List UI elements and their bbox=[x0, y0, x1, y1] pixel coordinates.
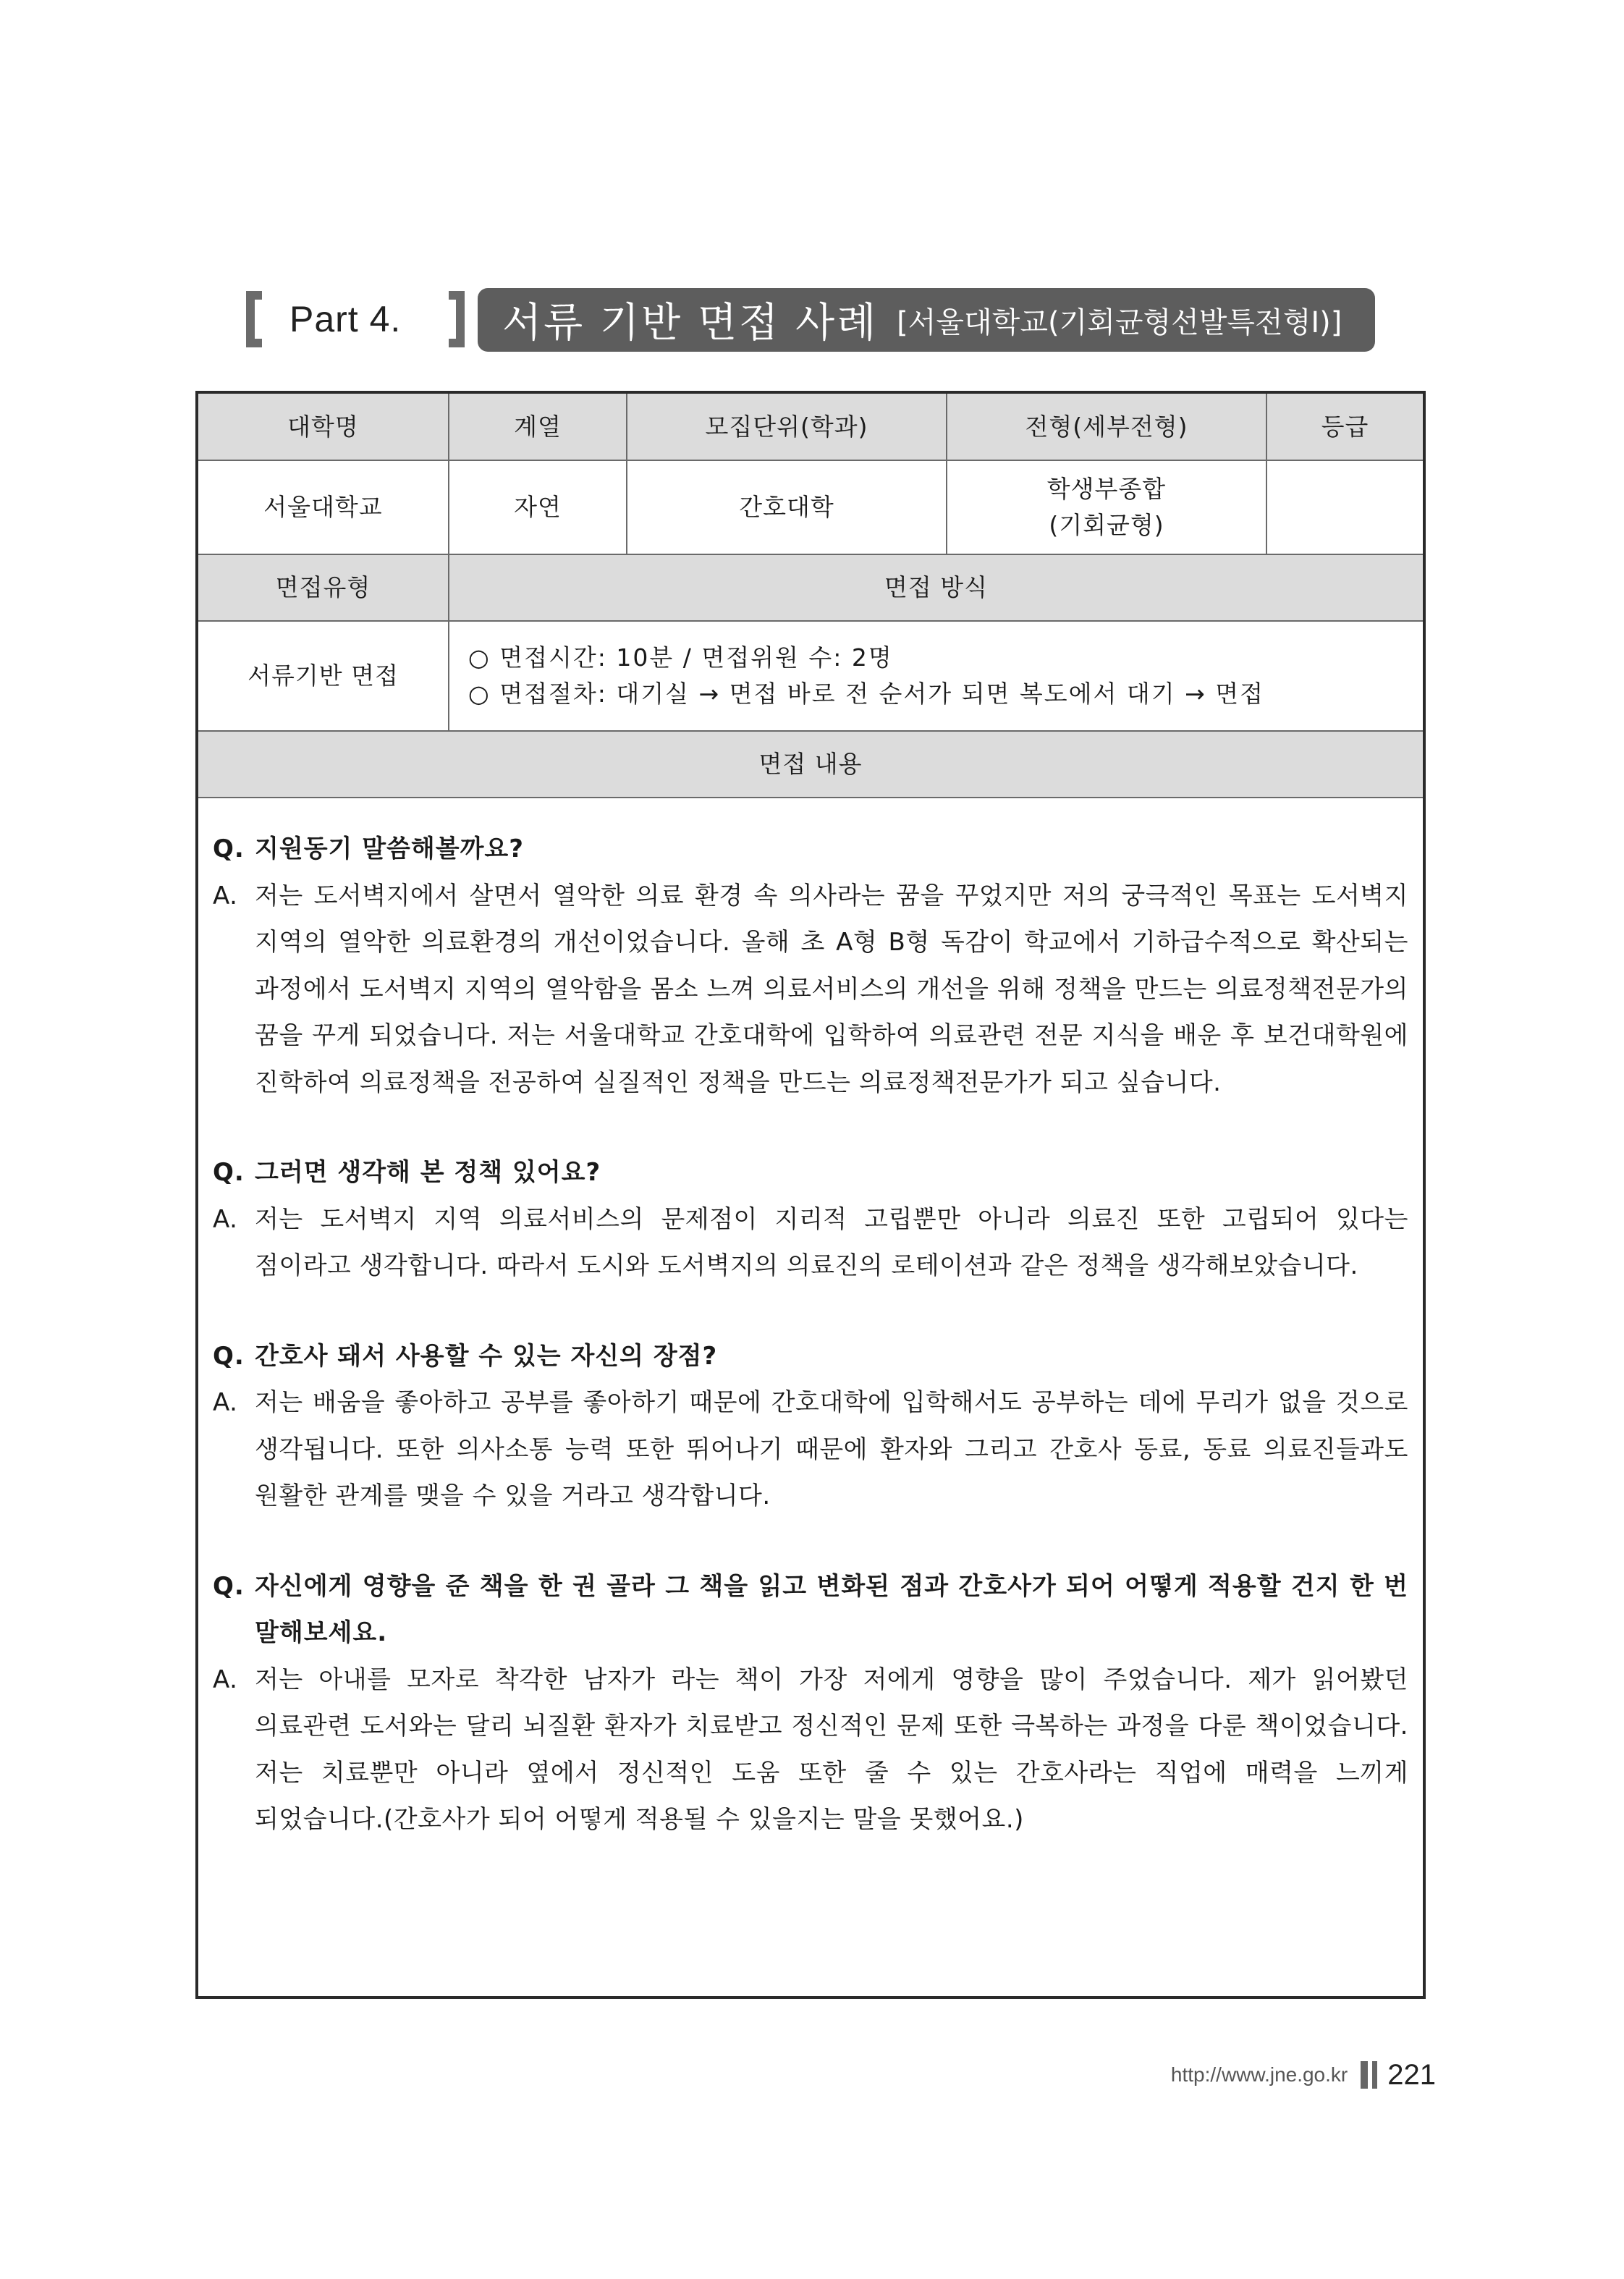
page-footer bbox=[1171, 2057, 1436, 2093]
header-interview-method: 면접 방식 bbox=[449, 554, 1423, 621]
question-text: 자신에게 영향을 준 책을 한 권 골라 그 책을 읽고 변화된 점과 간호사가 되어 어떻게 적용할 건지 한 번 말해보세요. bbox=[255, 1571, 1408, 1647]
footer-divider-icon bbox=[1361, 2061, 1377, 2089]
answer-text: 저는 도서벽지에서 살면서 열악한 의료 환경 속 의사라는 꿈을 꾸었지만 저의 궁극적인 목표는 도서벽지 지역의 열악한 의료환경의 개선이었습니다. 올해 초 A형 B형 독감이 학교에서 기하급수적으로 확산되는 과정에서 도서벽지 지역의 열악함을 몸소 느껴 의료서비스의 개선을 위해 정책을 만드는 의료정책전문가의 꿈을 꾸게 되었습니다. 저는 서울대학교 간호대학에 입학하여 의료관련 전문 지식을 배운 후 보건대학원에 진학하여 의료정책을 전공하여 실질적인 정책을 만드는 의료정책전문가가 되고 싶습니다. bbox=[255, 881, 1408, 1097]
interview-time: ○ 면접시간: 10분 / 면접위원 수: 2명 bbox=[468, 643, 893, 672]
cell-grade bbox=[1266, 460, 1423, 554]
question bbox=[213, 1149, 1408, 1196]
answer-text: 저는 배움을 좋아하고 공부를 좋아하기 때문에 간호대학에 입학해서도 공부하는 데에 무리가 없을 것으로 생각됩니다. 또한 의사소통 능력 또한 뛰어나기 때문에 환자와 그리고 간호사 동료, 동료 의료진들과도 원활한 관계를 맺을 수 있을 거라고 생각합니다. bbox=[255, 1388, 1408, 1510]
interview-frame bbox=[195, 391, 1426, 1999]
answer-text: 저는 도서벽지 지역 의료서비스의 문제점이 지리적 고립뿐만 아니라 의료진 또한 고립되어 있다는 점이라고 생각합니다. 따라서 도시와 도서벽지의 의료진의 로테이션과 같은 정책을 생각해보았습니다. bbox=[255, 1204, 1408, 1280]
question-text: 간호사 돼서 사용할 수 있는 자신의 장점? bbox=[255, 1341, 718, 1371]
cell-field: 자연 bbox=[449, 460, 627, 554]
right-bracket bbox=[449, 291, 465, 347]
q-marker: Q. bbox=[213, 1571, 245, 1601]
qa-item bbox=[213, 1149, 1408, 1290]
admission-line-2: (기회균형) bbox=[1049, 511, 1164, 539]
header-department: 모집단위(학과) bbox=[627, 394, 947, 460]
qa-item bbox=[213, 826, 1408, 1106]
page-number: 221 bbox=[1387, 2058, 1436, 2091]
admission-line-1: 학생부종합 bbox=[1046, 475, 1167, 503]
a-marker: A. bbox=[213, 1665, 238, 1694]
header-field: 계열 bbox=[449, 394, 627, 460]
page-header bbox=[246, 288, 1390, 353]
interview-procedure: ○ 면접절차: 대기실 → 면접 바로 전 순서가 되면 복도에서 대기 → 면접 bbox=[468, 680, 1265, 708]
part-label: Part 4. bbox=[289, 299, 402, 339]
question-text: 지원동기 말씀해볼까요? bbox=[255, 834, 524, 863]
q-marker: Q. bbox=[213, 1158, 245, 1187]
header-admission: 전형(세부전형) bbox=[947, 394, 1266, 460]
cell-interview-type: 서류기반 면접 bbox=[198, 621, 449, 731]
interview-content bbox=[198, 798, 1423, 1843]
a-marker: A. bbox=[213, 1204, 238, 1234]
section-title-banner bbox=[478, 288, 1375, 352]
question bbox=[213, 826, 1408, 873]
section-title: 서류 기반 면접 사례 bbox=[502, 300, 879, 347]
qa-item bbox=[213, 1333, 1408, 1520]
cell-interview-method bbox=[449, 621, 1423, 731]
header-interview-content: 면접 내용 bbox=[198, 731, 1423, 798]
answer bbox=[213, 1657, 1408, 1843]
cell-university: 서울대학교 bbox=[198, 460, 449, 554]
answer bbox=[213, 873, 1408, 1107]
answer-text: 저는 아내를 모자로 착각한 남자가 라는 책이 가장 저에게 영향을 많이 주었습니다. 제가 읽어봤던 의료관련 도서와는 달리 뇌질환 환자가 치료받고 정신적인 문제 또한 극복하는 과정을 다룬 책이었습니다. 저는 치료뿐만 아니라 옆에서 정신적인 도움 또한 줄 수 있는 간호사라는 직업에 매력을 느끼게 되었습니다.(간호사가 되어 어떻게 적용될 수 있을지는 말을 못했어요.) bbox=[255, 1665, 1408, 1834]
info-table bbox=[198, 394, 1423, 798]
cell-admission bbox=[947, 460, 1266, 554]
qa-item bbox=[213, 1563, 1408, 1843]
header-university: 대학명 bbox=[198, 394, 449, 460]
header-grade: 등급 bbox=[1266, 394, 1423, 460]
question bbox=[213, 1563, 1408, 1657]
a-marker: A. bbox=[213, 881, 238, 910]
footer-url: http://www.jne.go.kr bbox=[1170, 2063, 1348, 2086]
q-marker: Q. bbox=[213, 834, 245, 863]
section-subtitle: [서울대학교(기회균형선발특전형Ⅰ)] bbox=[897, 305, 1342, 339]
a-marker: A. bbox=[213, 1388, 238, 1417]
question-text: 그러면 생각해 본 정책 있어요? bbox=[255, 1158, 601, 1187]
header-interview-type: 면접유형 bbox=[198, 554, 449, 621]
cell-department: 간호대학 bbox=[627, 460, 947, 554]
left-bracket bbox=[246, 291, 262, 347]
q-marker: Q. bbox=[213, 1341, 245, 1371]
answer bbox=[213, 1196, 1408, 1290]
answer bbox=[213, 1379, 1408, 1520]
question bbox=[213, 1333, 1408, 1380]
